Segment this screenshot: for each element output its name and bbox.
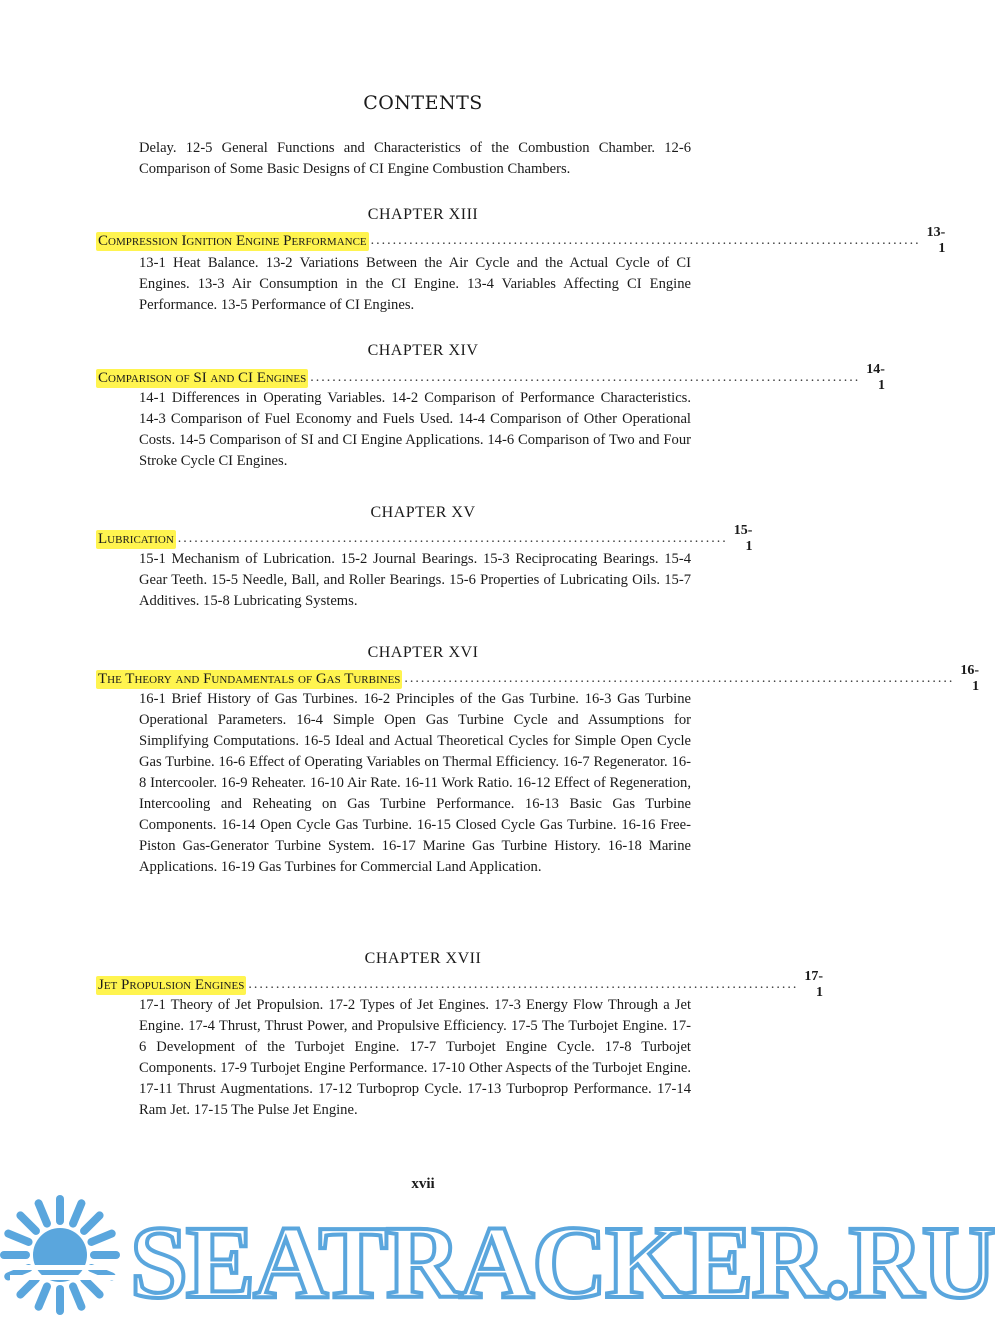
leader-dots: .................................................................................................... [370,233,921,248]
toc-entry-title[interactable]: Jet Propulsion Engines [98,976,245,993]
chapter-summary: 17-1 Theory of Jet Propulsion. 17-2 Types of Jet Engines. 17-3 Energy Flow Through a Jet Engine. 17-4 Thrust, Thrust Power, and Propulsive Efficiency. 17-5 The Turbojet Engine. 17-6 Development of the Turbojet Engine. 17-7 Turbojet Engine Cycle. 17-8 Turbojet Components. 17-9 Turbojet Engine Performance. 17-10 Other Aspects of the Turbojet Engine. 17-11 Thrust Augmentations. 17-12 Turboprop Cycle. 17-13 Turboprop Performance. 17-14 Ram Jet. 17-15 The Pulse Jet Engine. [139,997,691,1118]
toc-entry[interactable] [96,663,980,694]
sun-ray [73,1203,81,1223]
chapter-summary: 13-1 Heat Balance. 13-2 Variations Between the Air Cycle and the Actual Cycle of CI Engines. 13-3 Air Consumption in the CI Engine. 13-4 Variables Affecting CI Engine Performance. 13-5 Performance of CI Engines. [139,255,691,313]
toc-entry[interactable] [96,225,946,256]
page-title: CONTENTS [363,92,483,114]
leader-dots: .................................................................................................... [310,370,861,385]
chapter-heading: CHAPTER XV [370,504,476,521]
toc-entry-title[interactable]: Lubrication [98,530,174,547]
chapter-heading: CHAPTER XIV [367,342,479,359]
leader-dots: .................................................................................................... [404,671,955,686]
sun-ray [84,1215,100,1231]
sun-ray [73,1286,81,1306]
chapter-heading: CHAPTER XIII [367,206,479,223]
toc-entry[interactable] [96,969,824,1000]
chapter-summary: 16-1 Brief History of Gas Turbines. 16-2 Principles of the Gas Turbine. 16-3 Gas Turbine Operational Parameters. 16-4 Simple Open Gas Turbine Cycle and Assumptions for Simplifying Computations. 16-5 Ideal and Actual Theoretical Cycles for Simple Open Cycle Gas Turbine. 16-6 Effect of Operating Variables on Thermal Efficiency. 16-7 Regenerator. 16-8 Intercooler. 16-9 Reheater. 16-10 Air Rate. 16-11 Work Ratio. 16-12 Effect of Regeneration, Intercooling and Reheating on Gas Turbine Performance. 16-13 Basic Gas Turbine Components. 16-14 Open Cycle Gas Turbine. 16-15 Closed Cycle Gas Turbine. 16-16 Free-Piston Gas-Generator Turbine System. 16-17 Marine Gas Turbine History. 16-18 Marine Applications. 16-19 Gas Turbines for Commercial Land Application. [139,691,691,875]
chapter-summary: 15-1 Mechanism of Lubrication. 15-2 Journal Bearings. 15-3 Reciprocating Bearings. 15-4 Gear Teeth. 15-5 Needle, Ball, and Roller Bearings. 15-6 Properties of Lubricating Oils. 15-7 Additives. 15-8 Lubricating Systems. [139,551,691,609]
page-number: xvii [411,1176,435,1192]
sun-ray [20,1215,36,1231]
toc-entry-title[interactable]: The Theory and Fundamentals of Gas Turbines [98,670,401,687]
sun-ray [20,1279,36,1295]
sun-ray [8,1234,28,1242]
toc-entry-title[interactable]: Comparison of SI and CI Engines [98,369,307,386]
toc-entry-page: 14-1 [866,362,885,393]
leader-dots: .................................................................................................... [177,531,728,546]
toc-entry[interactable] [96,523,753,554]
chapter-summary: 14-1 Differences in Operating Variables. 14-2 Comparison of Performance Characteristics. 14-3 Comparison of Fuel Economy and Fuels Used. 14-4 Comparison of Other Operational Costs. 14-5 Comparison of SI and CI Engine Applications. 14-6 Comparison of Two and Four Stroke Cycle CI Engines. [139,390,691,469]
leader-dots: .................................................................................................... [248,977,799,992]
chapter-heading: CHAPTER XVI [367,644,479,661]
intro-paragraph: Delay. 12-5 General Functions and Characteristics of the Combustion Chamber. 12-6 Comparison of Some Basic Designs of CI Engine Combustion Chambers. [139,140,691,177]
watermark-text: SEATRACKER.RU [130,1205,995,1320]
toc-entry-page: 17-1 [804,969,824,1000]
toc-entry-title[interactable]: Compression Ignition Engine Performance [98,232,367,249]
toc-entry-page: 15-1 [733,523,753,554]
toc-entry[interactable] [96,362,885,393]
sun-ray [91,1234,111,1242]
toc-entry-page: 13-1 [926,225,946,256]
sun-ray [39,1203,47,1223]
sun-ray [39,1286,47,1306]
sun-ray [84,1279,100,1295]
chapter-heading: CHAPTER XVII [364,950,482,967]
toc-entry-page: 16-1 [960,663,980,694]
